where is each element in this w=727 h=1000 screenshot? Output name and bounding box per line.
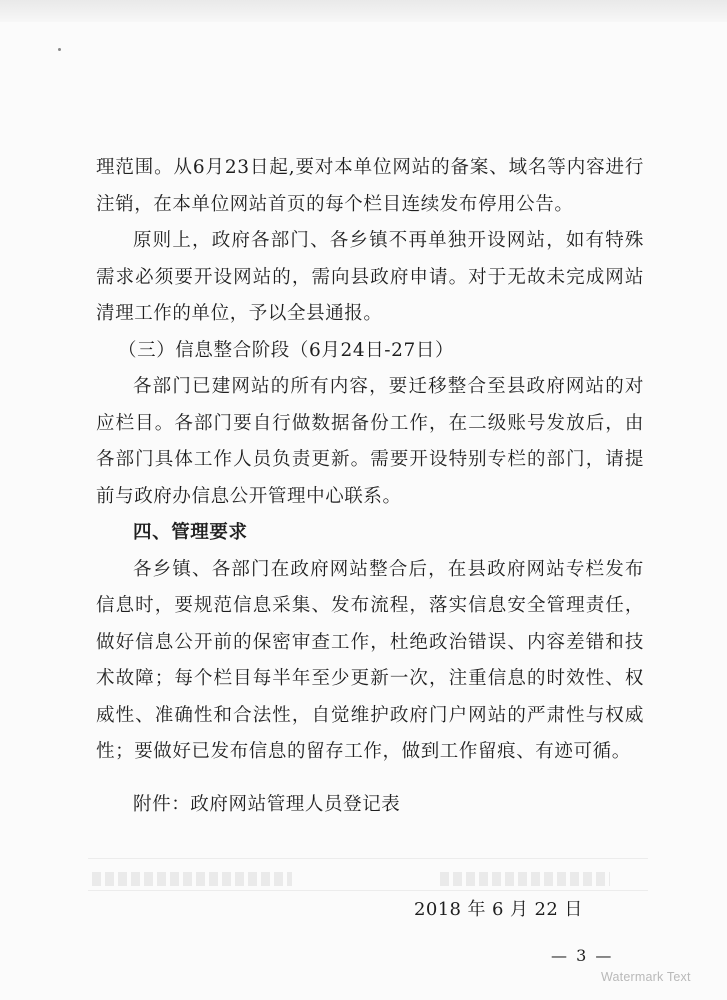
paragraph-principle: 原则上，政府各部门、各乡镇不再单独开设网站，如有特殊需求必须要开设网站的，需向县政府申请。对于无故未完成网站清理工作的单位，予以全县通报。 xyxy=(96,230,644,324)
watermark-text: Watermark Text xyxy=(601,970,691,984)
paragraph-continuation: 理范围。从6月23日起,要对本单位网站的备案、域名等内容进行注销，在本单位网站首页的每个栏目连续发布停用公告。 xyxy=(96,157,644,215)
section-three-paragraph: 各部门已建网站的所有内容，要迁移整合至县政府网站的对应栏目。各部门要自行做数据备份工作，在二级账号发放后，由各部门具体工作人员负责更新。需要开设特别专栏的部门，请提前与政府办信息公开管理中心联系。 xyxy=(96,376,644,507)
section-three-heading: （三）信息整合阶段（6月24日-27日） xyxy=(118,339,455,361)
document-date: 2018 年 6 月 22 日 xyxy=(414,899,583,920)
bleed-through-line xyxy=(88,890,648,891)
bleed-through-text xyxy=(440,872,610,886)
attachment-note: 附件：政府网站管理人员登记表 xyxy=(133,794,401,815)
bleed-through-line xyxy=(88,858,648,859)
bleed-through-text xyxy=(92,872,292,886)
scan-speck xyxy=(58,48,61,51)
scan-top-shadow xyxy=(0,0,727,22)
document-body xyxy=(96,150,644,771)
section-four-heading: 四、管理要求 xyxy=(133,522,248,543)
page-number: — 3 — xyxy=(551,946,614,965)
section-four-paragraph: 各乡镇、各部门在政府网站整合后，在县政府网站专栏发布信息时，要规范信息采集、发布流程，落实信息安全管理责任，做好信息公开前的保密审查工作，杜绝政治错误、内容差错和技术故障；每个栏目每半年至少更新一次，注重信息的时效性、权威性、准确性和合法性，自觉维护政府门户网站的严肃性与权威性；要做好已发布信息的留存工作，做到工作留痕、有迹可循。 xyxy=(96,558,644,762)
